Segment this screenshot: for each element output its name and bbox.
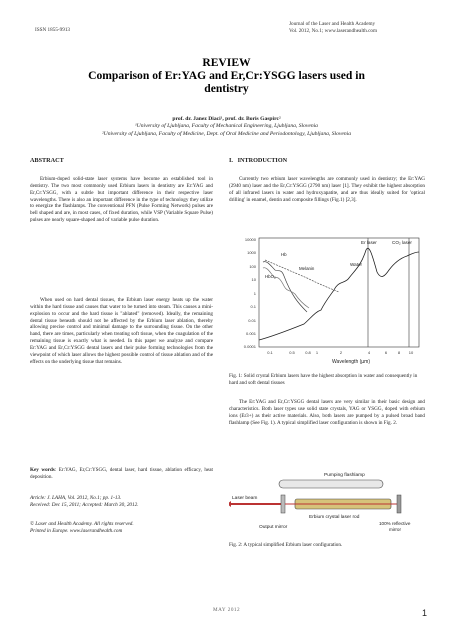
rod-label: Erbium crystal laser rod — [309, 515, 360, 520]
ytick-label: 1 — [253, 291, 256, 296]
xtick-label: 10 — [408, 350, 414, 355]
water-label: Water — [350, 262, 363, 267]
output-mirror-label: Output mirror — [259, 525, 288, 530]
ytick-label: 0.0001 — [243, 344, 256, 349]
article-dates: Received: Dec 15, 2011; Accepted: March 30, 2012. — [30, 501, 139, 508]
ytick-label: 10000 — [244, 237, 256, 242]
ytick-label: 0.001 — [245, 331, 256, 336]
figure-2-laser-configuration — [229, 470, 425, 542]
intro-text-1: Currently two erbium laser wavelengths are commonly used in dentistry; the Er:YAG (2940 nm) laser and the Er,Cr:YSGG (2790 nm) laser [1]. They exhibit the highest absorption of all infrared lasers in water and hydroxyapatite, and are thus ideally suited for 'optical drilling' in enamel, dentin and composite fillings (Fig.1) [2,3]. — [229, 176, 425, 203]
keywords — [30, 467, 213, 481]
title-line-1: Comparison of Er:YAG and Er,Cr:YSGG lasers used in — [88, 69, 365, 83]
keywords-label: Key words — [30, 467, 55, 473]
flashlamp — [279, 480, 383, 488]
abstract-heading: ABSTRACT — [30, 157, 64, 164]
laser-beam-arrow — [229, 501, 231, 507]
article-info — [30, 495, 220, 509]
abstract-paragraph-1 — [30, 176, 213, 224]
ytick-label: 1000 — [247, 250, 256, 255]
hbo2-label: HbO₂ — [265, 274, 276, 279]
ytick-label: 10 — [251, 277, 256, 282]
reflective-mirror-label-b: mirror — [389, 527, 401, 532]
ytick-label: 100 — [249, 264, 256, 269]
intro-text-2: The Er:YAG and Er,Cr:YSGG dental lasers are very similar in their basic design and characteristics. Both laser types use solid state crystals, YAG or YSGG, doped with erbium ions (Er3+) as their active materials. Also, both lasers are pumped by a pulsed broad band flashlamp (See Fig. 1). A typical simplified laser configuration is shown in Fig. 2. — [229, 399, 425, 426]
xtick-label: 4 — [367, 350, 371, 355]
reflective-mirror — [397, 495, 401, 513]
melanin-label: Melanin — [299, 266, 315, 271]
intro-paragraph-2 — [229, 399, 425, 426]
xtick-label: 6 — [384, 350, 388, 355]
intro-heading: I. INTRODUCTION — [229, 157, 288, 164]
article-citation: Article: J. LAHA, Vol. 2012, No.1; pp. 1-13. — [30, 495, 122, 501]
xtick-label: 0.5 — [289, 350, 295, 355]
output-mirror — [281, 495, 285, 513]
copyright — [30, 521, 220, 535]
xtick-label: 0.1 — [267, 350, 273, 355]
water-absorption-curve — [259, 248, 419, 340]
keywords-text: : Er:YAG, Er,Cr:YSGG, dental laser, hard tissue, ablation efficacy, heat deposition. — [30, 467, 213, 480]
article-type: REVIEW — [202, 56, 251, 69]
reflective-mirror-label-a: 100% reflective — [379, 521, 411, 526]
x-axis-label: Wavelength (µm) — [332, 359, 370, 365]
hb-label: Hb — [281, 252, 287, 257]
figure-1-absorption-chart — [229, 232, 425, 372]
ytick-label: 0.1 — [250, 304, 256, 309]
abstract-text-2: When used on hard dental tissues, the Erbium laser energy heats up the water within the hard tissue and causes that water to be turned into steam. This causes a mini-explosion to occur and the hard tissue is "ablated" (removed). Ideally, the remaining dental tissue beneath should not be affected by the Erbium laser ablation, thereby allowing precise control and minimal damage to the surrounding tissue. On the other hand, there are times, particularly when treating soft tissue, when the coagulation of the remaining tissue is exactly what is needed. In this paper we analyze and compare Er:YAG and Er,Cr:YSGG dental lasers and their pulse forming technologies from the viewpoint of which laser allows the highest possible control of tissue ablation and of the effects on the underlying tissue that remains. — [30, 297, 213, 365]
melanin-curve — [265, 260, 339, 292]
ytick-label: 0.01 — [248, 318, 256, 323]
erbium-laser-label: Er laser — [361, 240, 377, 245]
co2-laser-label: CO₂ laser — [392, 240, 412, 245]
authors-block — [0, 116, 453, 138]
affiliation-1: ¹University of Ljubljana, Faculty of Mechanical Engineering, Ljubljana, Slovenia — [135, 123, 318, 130]
xtick-label: 8 — [397, 350, 401, 355]
journal-name: Journal of the Laser and Health Academy — [289, 21, 376, 27]
article-title-block — [0, 56, 453, 96]
copyright-line-1: © Laser and Health Academy. All rights reserved. — [30, 521, 134, 527]
intro-paragraph-1 — [229, 176, 425, 203]
title-line-2: dentistry — [204, 82, 249, 96]
xtick-label: 1 — [315, 350, 319, 355]
figure-2-caption: Fig. 2: A typical simplified Erbium laser configuration. — [229, 542, 343, 548]
xtick-label: 2 — [339, 350, 343, 355]
abstract-text-1: Erbium-doped solid-state laser systems have become an established tool in dentistry. The two most commonly used Erbium lasers in dentistry are Er:YAG and Er,Cr:YSGG, with a subtle but important difference in their respective laser wavelengths. There is also an important difference in the type of technology they utilize to energize the flashlamps. The conventional PFN (Pulse Forming Network) pulses are bell shaped and are, in most cases, of fixed duration, while VSP (Variable Square Pulse) pulses are nearly square-shaped and of variable pulse duration. — [30, 176, 213, 224]
author-names: prof. dr. Janez Diaci¹, prof. dr. Boris Gaspirc² — [172, 116, 281, 122]
journal-volume: Vol. 2012, No.1; www.laserandhealth.com — [289, 28, 378, 34]
flashlamp-label: Pumping flashlamp — [324, 473, 365, 478]
copyright-line-2: Printed in Europe. www.laserandhealth.com — [30, 527, 123, 534]
abstract-paragraph-2 — [30, 297, 213, 365]
xtick-label: 0.8 — [305, 350, 311, 355]
footer-date: MAY 2012 — [213, 607, 241, 613]
laser-beam-label: Laser beam — [232, 496, 258, 501]
affiliation-2: ²University of Ljubljana, Faculty of Medicine, Dept. of Oral Medicine and Periodontology, Ljubljana, Slovenia — [101, 130, 351, 137]
issn: ISSN 1855-9913 — [35, 27, 71, 33]
figure-1-caption: Fig. 1: Solid crystal Erbium lasers have the highest absorption in water and consequently in hard and soft dental tissues — [229, 373, 418, 386]
page-number: 1 — [422, 608, 428, 618]
